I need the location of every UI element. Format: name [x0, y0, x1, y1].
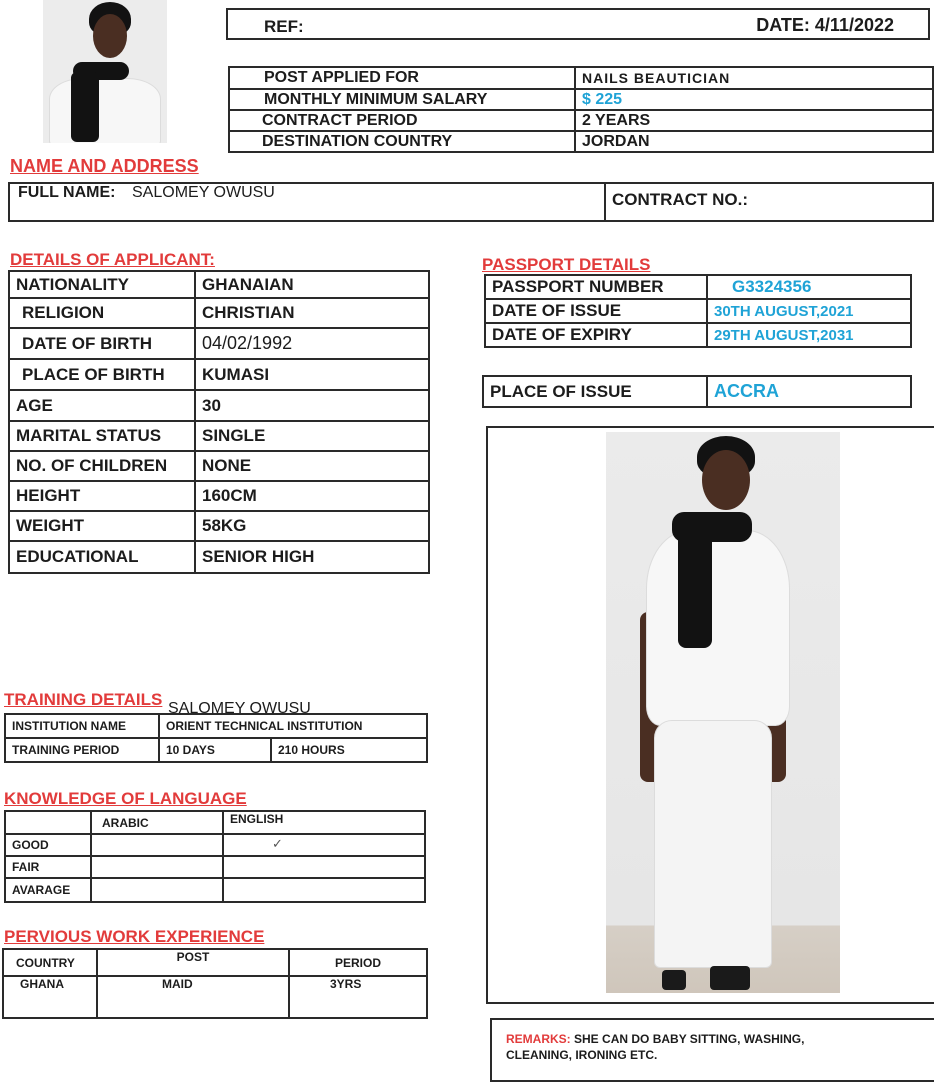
institution-value: ORIENT TECHNICAL INSTITUTION	[159, 714, 427, 738]
applicant-row-value: 160CM	[195, 481, 429, 511]
applicant-row-label: RELIGION	[9, 298, 195, 328]
applicant-row-label: NATIONALITY	[9, 271, 195, 298]
applicant-row-value: 30	[195, 390, 429, 421]
applicant-row-label: MARITAL STATUS	[9, 421, 195, 451]
applicant-row-value: 58KG	[195, 511, 429, 541]
applicant-row-value: KUMASI	[195, 359, 429, 390]
applicant-row-label: HEIGHT	[9, 481, 195, 511]
level-average: AVARAGE	[5, 878, 91, 902]
training-days: 10 DAYS	[159, 738, 271, 762]
remarks-box	[490, 1018, 934, 1082]
country-header: COUNTRY	[3, 949, 97, 976]
place-of-issue-value: ACCRA	[707, 376, 911, 407]
good-arabic-cell	[91, 834, 223, 856]
post-applied-label: POST APPLIED FOR	[229, 67, 575, 89]
level-good: GOOD	[5, 834, 91, 856]
issue-date-value: 30TH AUGUST,2021	[707, 299, 911, 323]
remarks-text-1: SHE CAN DO BABY SITTING, WASHING,	[574, 1032, 805, 1046]
applicant-heading: DETAILS OF APPLICANT:	[10, 250, 215, 269]
applicant-row-value: NONE	[195, 451, 429, 481]
place-of-issue-table	[482, 375, 912, 408]
applicant-row-label: EDUCATIONAL	[9, 541, 195, 573]
average-english-cell	[223, 878, 425, 902]
applicant-row-label: PLACE OF BIRTH	[9, 359, 195, 390]
post-table	[228, 66, 934, 153]
training-period-label: TRAINING PERIOD	[5, 738, 159, 762]
average-arabic-cell	[91, 878, 223, 902]
passport-table	[484, 274, 912, 348]
remarks-line-1	[506, 1032, 804, 1046]
passport-heading: PASSPORT DETAILS	[482, 255, 651, 274]
applicant-row-value: CHRISTIAN	[195, 298, 429, 328]
training-table	[4, 713, 428, 763]
issue-date-label: DATE OF ISSUE	[485, 299, 707, 323]
experience-heading: PERVIOUS WORK EXPERIENCE	[4, 927, 265, 946]
ref-label: REF:	[264, 17, 304, 36]
applicant-table	[8, 270, 430, 574]
training-overlay-name: SALOMEY OWUSU	[168, 700, 311, 717]
name-address-heading: NAME AND ADDRESS	[10, 156, 199, 176]
experience-table	[2, 948, 428, 1019]
arabic-header: ARABIC	[91, 811, 223, 834]
applicant-row-value: GHANAIAN	[195, 271, 429, 298]
place-of-issue-label: PLACE OF ISSUE	[483, 376, 707, 407]
applicant-row-value: 04/02/1992	[195, 328, 429, 359]
contract-no-label: CONTRACT NO.:	[612, 190, 748, 209]
period-header: PERIOD	[289, 949, 427, 976]
destination-label: DESTINATION COUNTRY	[229, 131, 575, 152]
language-corner	[5, 811, 91, 834]
applicant-row-label: DATE OF BIRTH	[9, 328, 195, 359]
checkmark-icon: ✓	[272, 836, 283, 851]
remarks-label: REMARKS:	[506, 1032, 571, 1046]
expiry-date-label: DATE OF EXPIRY	[485, 323, 707, 347]
post-applied-value: NAILS BEAUTICIAN	[575, 67, 933, 89]
contract-divider	[604, 184, 606, 222]
fair-english-cell	[223, 856, 425, 878]
passport-number-value: G3324356	[707, 275, 911, 299]
english-header: ENGLISH	[223, 811, 425, 834]
expiry-date-value: 29TH AUGUST,2031	[707, 323, 911, 347]
destination-value: JORDAN	[575, 131, 933, 152]
fair-arabic-cell	[91, 856, 223, 878]
language-heading: KNOWLEDGE OF LANGUAGE	[4, 789, 247, 808]
full-name-label: FULL NAME:	[18, 184, 116, 201]
experience-country: GHANA	[3, 976, 97, 1018]
applicant-row-label: AGE	[9, 390, 195, 421]
full-name-value: SALOMEY OWUSU	[132, 184, 275, 201]
training-heading: TRAINING DETAILS	[4, 690, 163, 709]
name-address-box	[8, 182, 934, 222]
contract-period-label: CONTRACT PERIOD	[229, 110, 575, 131]
institution-label: INSTITUTION NAME	[5, 714, 159, 738]
applicant-row-label: NO. OF CHILDREN	[9, 451, 195, 481]
post-header: POST	[97, 949, 289, 976]
contract-period-value: 2 YEARS	[575, 110, 933, 131]
applicant-row-value: SENIOR HIGH	[195, 541, 429, 573]
good-english-cell	[223, 834, 425, 856]
ref-date-box	[226, 8, 930, 40]
level-fair: FAIR	[5, 856, 91, 878]
full-body-photo	[606, 432, 840, 993]
passport-number-label: PASSPORT NUMBER	[485, 275, 707, 299]
experience-post: MAID	[97, 976, 289, 1018]
language-table	[4, 810, 426, 903]
remarks-text-2: CLEANING, IRONING ETC.	[506, 1048, 658, 1062]
portrait-photo	[43, 0, 167, 143]
date-label: DATE: 4/11/2022	[756, 15, 894, 35]
salary-value: $ 225	[575, 89, 933, 110]
experience-period: 3YRS	[289, 976, 427, 1018]
salary-label: MONTHLY MINIMUM SALARY	[229, 89, 575, 110]
applicant-row-value: SINGLE	[195, 421, 429, 451]
training-hours: 210 HOURS	[271, 738, 427, 762]
applicant-row-label: WEIGHT	[9, 511, 195, 541]
